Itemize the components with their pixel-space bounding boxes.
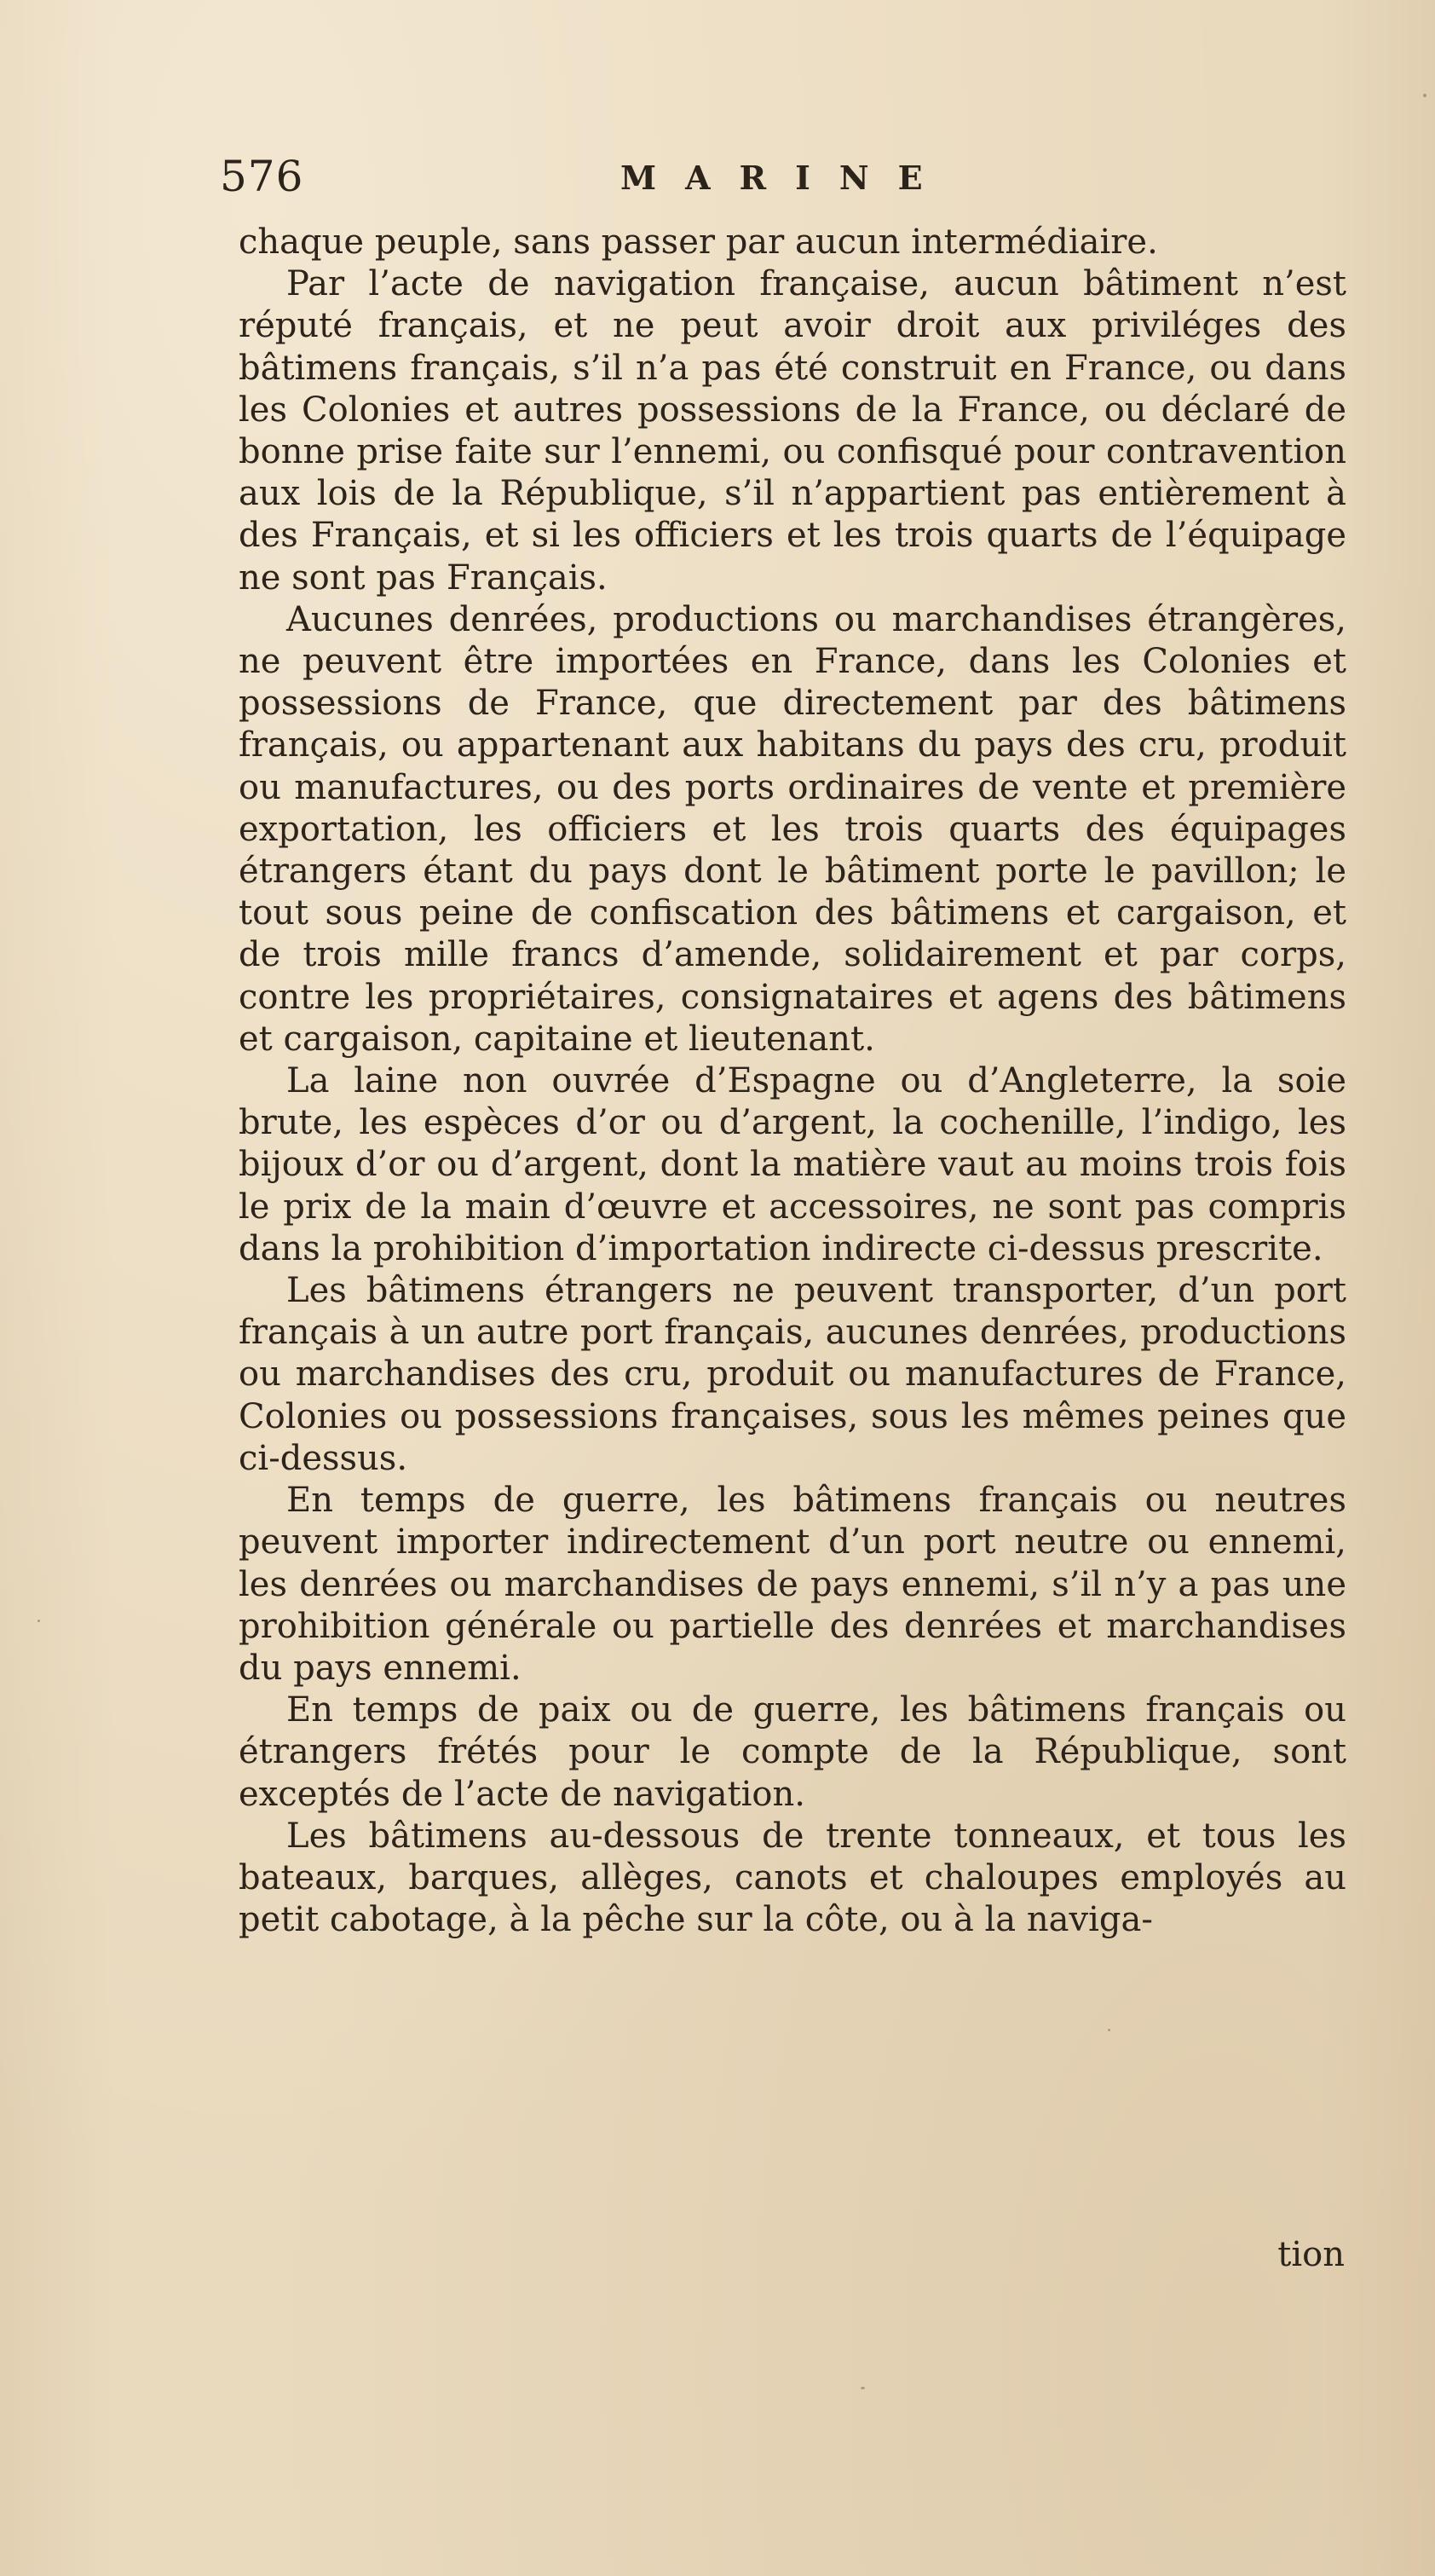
paragraph-exceptions-laine: La laine non ouvrée d’Espagne ou d’Angleterre, la soie brute, les espèces d’or ou d’argent, la cochenille, l’indigo, les bijoux d’or ou d’argent, dont la matière vaut au moins trois fois le prix de la main d’œuvre et accessoires, ne sont pas compris dans la prohibition d’importation indirecte ci-dessus prescrite.	[239, 1061, 1346, 1268]
paragraph-continuation: chaque peuple, sans passer par aucun intermédiaire.	[239, 222, 1158, 262]
paragraph-petits-batimens: Les bâtimens au-dessous de trente tonneaux, et tous les bateaux, barques, allèges, canots et chaloupes employés au petit cabotage, à la pêche sur la côte, ou à la naviga-	[239, 1816, 1346, 1940]
body-text	[239, 222, 1346, 1941]
paragraph-temps-de-guerre: En temps de guerre, les bâtimens français ou neutres peuvent importer indirectement d’un port neutre ou ennemi, les denrées ou marchandises de pays ennemi, s’il n’y a pas une prohibition générale ou partielle des denrées et marchandises du pays ennemi.	[239, 1481, 1346, 1688]
paragraph-cabotage-etranger: Les bâtimens étrangers ne peuvent transporter, d’un port français à un autre port français, aucunes denrées, productions ou marchandises des cru, produit ou manufactures de France, Colonies ou possessions françaises, sous les mêmes peines que ci-dessus.	[239, 1271, 1346, 1478]
page-number: 576	[220, 152, 304, 201]
paragraph-batimens-fretes: En temps de paix ou de guerre, les bâtimens français ou étrangers frétés pour le compte de la République, sont exceptés de l’acte de navigation.	[239, 1690, 1346, 1814]
paragraph-acte-de-navigation: Par l’acte de navigation française, aucun bâtiment n’est réputé français, et ne peut avoir droit aux priviléges des bâtimens français, s’il n’a pas été construit en France, ou dans les Colonies et autres possessions de la France, ou déclaré de bonne prise faite sur l’ennemi, ou confisqué pour contravention aux lois de la République, s’il n’appartient pas entièrement à des Français, et si les officiers et les trois quarts de l’équipage ne sont pas Français.	[239, 264, 1346, 598]
catchword: tion	[1277, 2235, 1345, 2274]
paragraph-importations: Aucunes denrées, productions ou marchandises étrangères, ne peuvent être importées en France, dans les Colonies et possessions de France, que directement par des bâtimens français, ou appartenant aux habitans du pays des cru, produit ou manufactures, ou des ports ordinaires de vente et première exportation, les officiers et les trois quarts des équipages étrangers étant du pays dont le bâtiment porte le pavillon; le tout sous peine de confiscation des bâtimens et cargaison, et de trois mille francs d’amende, solidairement et par corps, contre les propriétaires, consignataires et agens des bâtimens et cargaison, capitaine et lieutenant.	[239, 599, 1346, 1059]
page-header	[220, 152, 1404, 211]
running-title: MARINE	[620, 159, 952, 197]
